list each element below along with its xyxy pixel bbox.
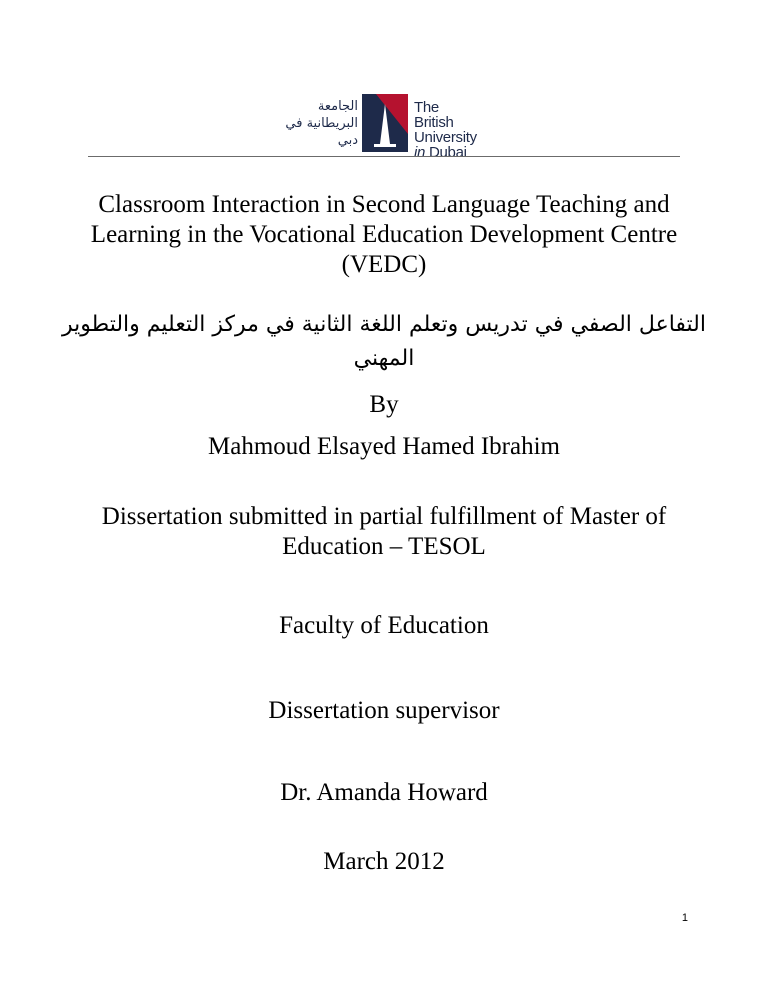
supervisor-label: Dissertation supervisor — [268, 697, 500, 724]
logo-arabic-line: دبي — [337, 133, 358, 148]
arabic-title: التفاعل الصفي في تدريس وتعلم اللغة الثانية في مركز التعليم والتطوير المهني — [62, 312, 706, 371]
logo-arabic-line: الجامعة — [317, 99, 358, 114]
submission-statement: Dissertation submitted in partial fulfillment of Master of Education – TESOL — [101, 503, 667, 560]
logo-english-line: The — [414, 99, 439, 116]
author-name: Mahmoud Elsayed Hamed Ibrahim — [208, 433, 560, 460]
logo-english-line: in Dubai — [414, 144, 467, 161]
dissertation-title: Classroom Interaction in Second Language Teaching and Learning in the Vocational Education Development Centre (VEDC) — [90, 191, 678, 278]
logo-arabic-line: البريطانية في — [285, 116, 358, 131]
university-emblem-icon — [362, 94, 408, 152]
logo-arabic-text — [258, 98, 358, 149]
header-divider — [88, 156, 680, 157]
logo-english-line: British University — [414, 114, 477, 146]
supervisor-name: Dr. Amanda Howard — [280, 779, 488, 806]
submission-date: March 2012 — [323, 848, 445, 875]
university-logo — [258, 92, 518, 161]
page-number: 1 — [681, 912, 688, 924]
by-label: By — [369, 391, 399, 418]
logo-english-text — [414, 100, 518, 160]
faculty-name: Faculty of Education — [279, 612, 489, 639]
